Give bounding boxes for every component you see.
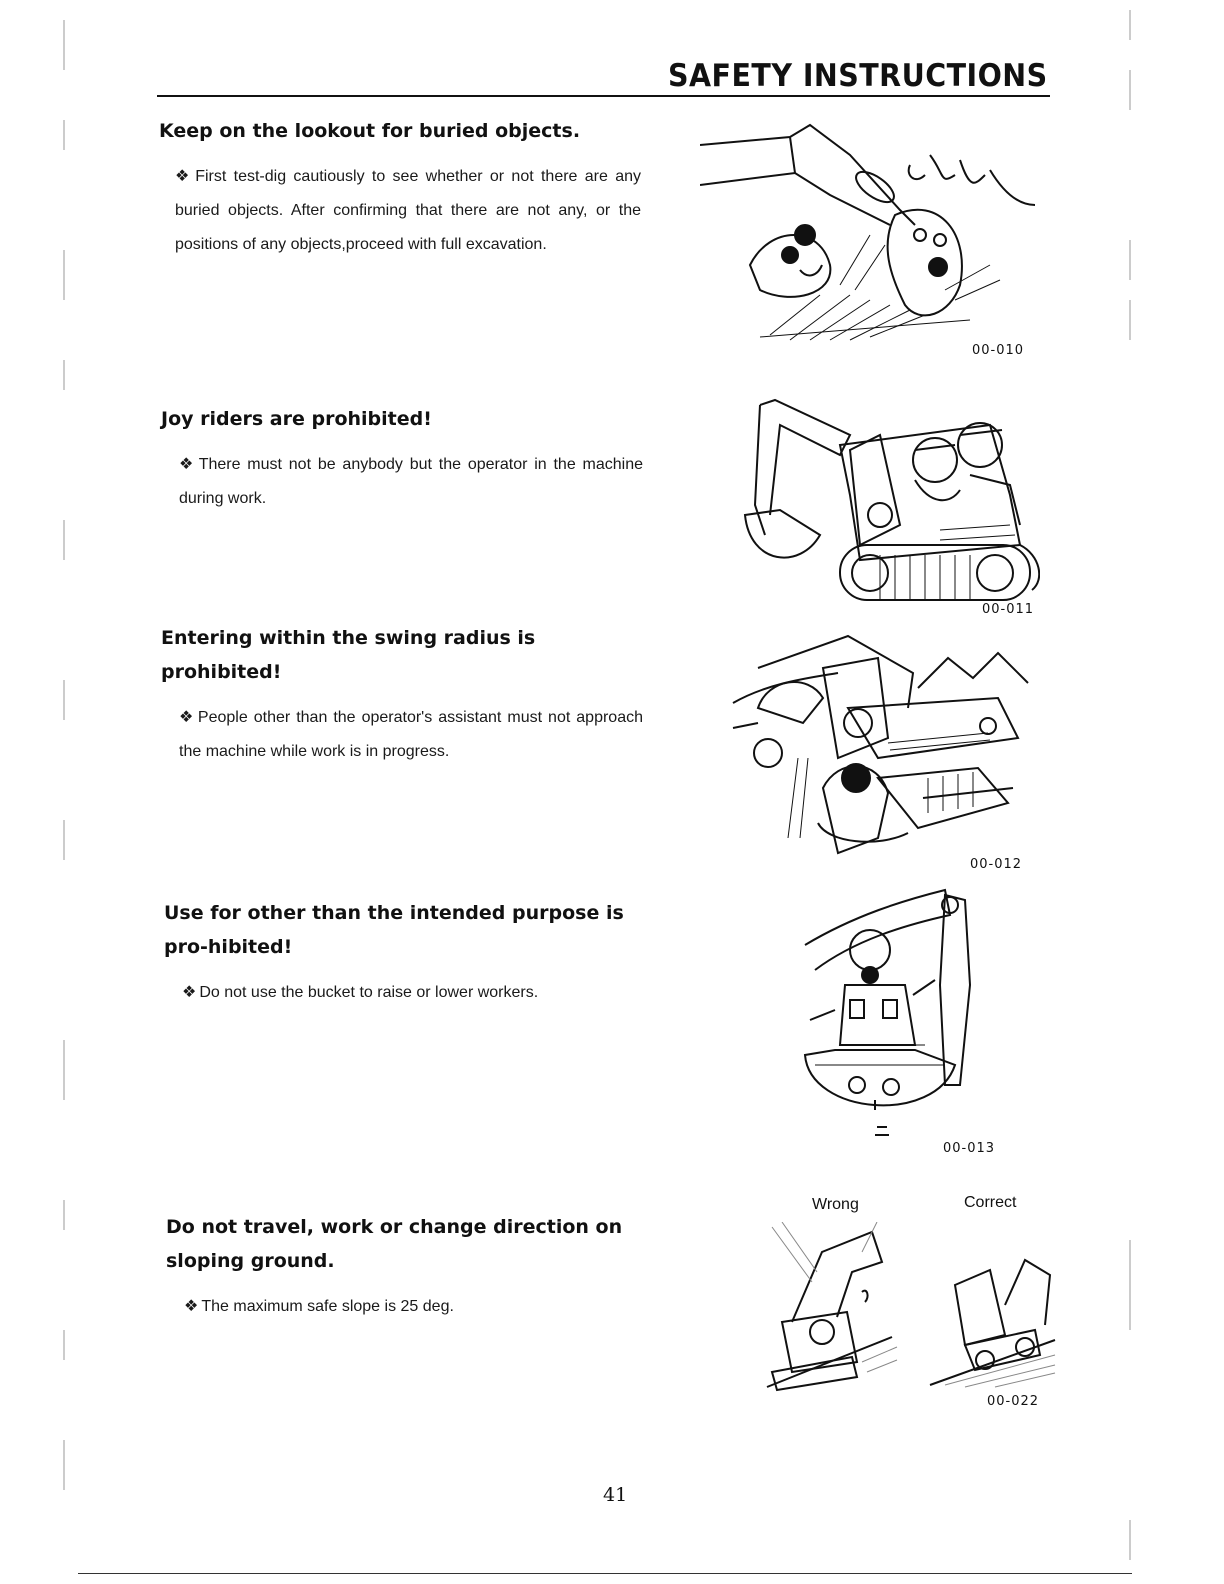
bullet-icon: ❖: [179, 709, 195, 726]
page-number: 41: [603, 1484, 628, 1506]
figure-code: 00-011: [982, 602, 1035, 617]
section-buried-objects: [159, 114, 641, 262]
section-body: ❖ People other than the operator's assistant must not approach the machine while work is in progress.: [179, 709, 644, 760]
page-title: SAFETY INSTRUCTIONS: [668, 58, 1048, 94]
right-margin-marks: [1125, 0, 1135, 1584]
figure-code: 00-010: [972, 343, 1025, 358]
illustration-buried-objects: [700, 115, 1045, 355]
bullet-icon: ❖: [182, 984, 197, 1001]
bullet-icon: ❖: [179, 456, 196, 473]
left-margin-marks: [60, 0, 70, 1584]
header-divider: [157, 95, 1050, 97]
section-intended-purpose: [164, 896, 644, 1010]
footer-divider: [78, 1573, 1132, 1574]
figure-label-correct: Correct: [964, 1194, 1017, 1211]
section-body: ❖ There must not be anybody but the operator in the machine during work.: [179, 456, 643, 507]
figure-code: 00-013: [943, 1141, 996, 1156]
section-heading: Joy riders are prohibited!: [161, 408, 432, 430]
section-body: ❖ The maximum safe slope is 25 deg.: [184, 1298, 454, 1315]
section-joy-riders: [161, 402, 643, 516]
illustration-slope-correct: [925, 1245, 1060, 1390]
section-body: ❖ Do not use the bucket to raise or lower workers.: [182, 984, 539, 1001]
figure-code: 00-012: [970, 857, 1023, 872]
section-heading: Do not travel, work or change direction on sloping ground.: [166, 1216, 623, 1272]
section-heading: Use for other than the intended purpose is pro-hibited!: [164, 902, 624, 958]
figure-code: 00-022: [987, 1394, 1040, 1409]
illustration-intended-purpose: [795, 885, 985, 1145]
illustration-joy-riders: [740, 395, 1040, 610]
figure-label-wrong: Wrong: [812, 1196, 859, 1213]
bullet-icon: ❖: [175, 168, 193, 185]
section-heading: Keep on the lookout for buried objects.: [159, 120, 581, 142]
section-heading: Entering within the swing radius is prohibited!: [161, 627, 536, 683]
section-body: ❖ First test-dig cautiously to see whether or not there are any buried objects. After confirming that there are not any, or the positions of any objects,proceed with full excavation.: [175, 168, 642, 253]
illustration-swing-radius: [728, 628, 1038, 858]
section-swing-radius: [161, 621, 643, 769]
illustration-slope-wrong: [762, 1222, 902, 1392]
section-sloping-ground: [166, 1210, 650, 1324]
bullet-icon: ❖: [184, 1298, 199, 1315]
